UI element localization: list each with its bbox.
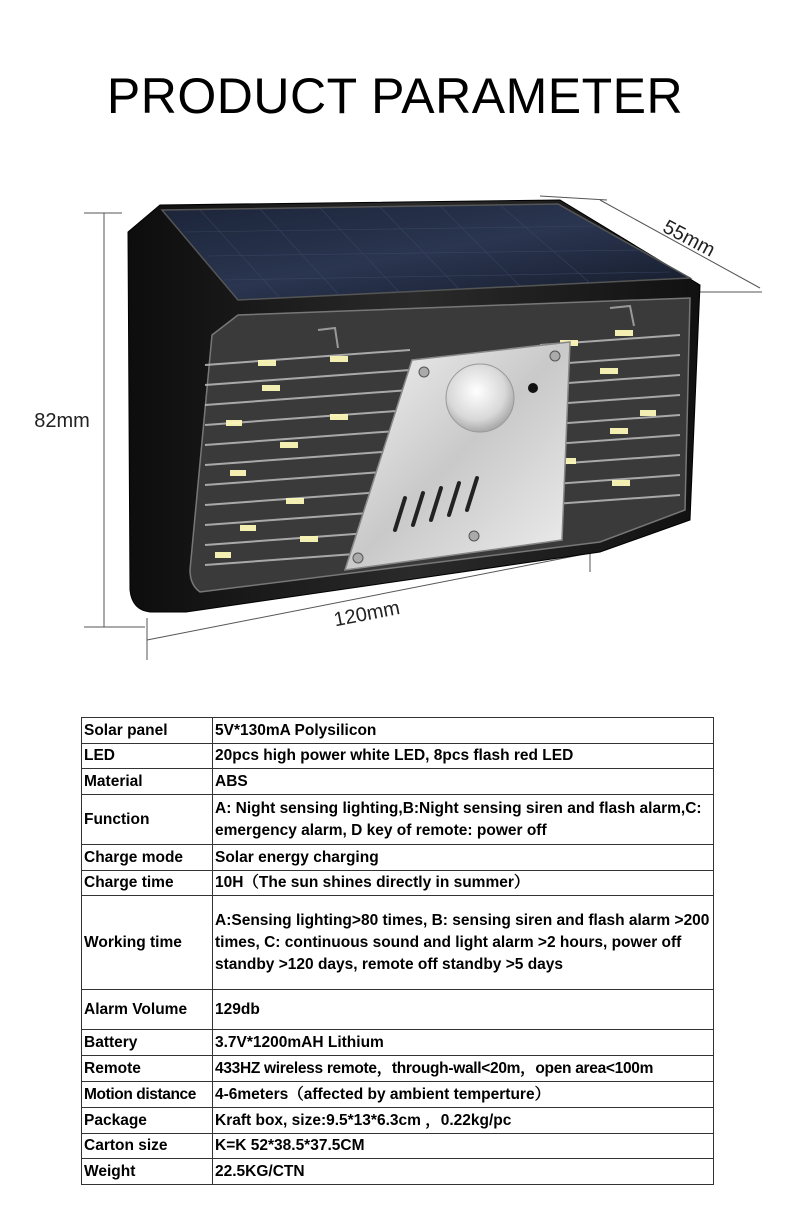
param-key: Material [82,769,213,795]
param-value: 129db [213,990,714,1030]
param-key: Function [82,795,213,845]
table-row [82,744,714,769]
param-key: LED [82,744,213,769]
param-key: Package [82,1108,213,1134]
parameter-table [81,717,714,1185]
param-value: ABS [213,769,714,795]
param-value: 3.7V*1200mAH Lithium [213,1030,714,1056]
param-key: Weight [82,1159,213,1185]
param-value: 22.5KG/CTN [213,1159,714,1185]
product-illustration [0,180,790,680]
table-row [82,845,714,871]
param-key: Charge time [82,871,213,896]
table-row [82,1030,714,1056]
width-label: 120mm [332,596,402,632]
param-value: Solar energy charging [213,845,714,871]
param-value: 10H（The sun shines directly in summer） [213,871,714,896]
depth-label: 55mm [659,215,719,262]
table-row [82,1082,714,1108]
param-key: Alarm Volume [82,990,213,1030]
param-value: Kraft box, size:9.5*13*6.3cm ，0.22kg/pc [213,1108,714,1134]
page-title: PRODUCT PARAMETER [106,68,684,124]
param-key: Solar panel [82,718,213,744]
table-row [82,1056,714,1082]
table-row [82,1134,714,1159]
table-row [82,795,714,845]
param-key: Motion distance [82,1082,213,1108]
motion-sensor [446,364,514,432]
param-value: 5V*130mA Polysilicon [213,718,714,744]
height-label: 82mm [34,410,90,432]
param-value: 4-6meters（affected by ambient temperture） [213,1082,714,1108]
table-row [82,990,714,1030]
table-row [82,718,714,744]
table-row [82,1159,714,1185]
table-row [82,896,714,990]
param-key: Charge mode [82,845,213,871]
param-value: 20pcs high power white LED, 8pcs flash red LED [213,744,714,769]
table-row [82,871,714,896]
param-value: A: Night sensing lighting,B:Night sensing siren and flash alarm,C: emergency alarm, D key of remote: power off [213,795,714,845]
param-key: Working time [82,896,213,990]
param-value: A:Sensing lighting>80 times, B: sensing siren and flash alarm >200 times, C: continuous sound and light alarm >2 hours, power off standby >120 days, remote off standby >5 days [213,896,714,990]
param-value: K=K 52*38.5*37.5CM [213,1134,714,1159]
param-value: 433HZ wireless remote，through-wall<20m，open area<100m [213,1056,714,1082]
solar-light-device [128,200,700,612]
table-row [82,1108,714,1134]
param-key: Carton size [82,1134,213,1159]
param-key: Battery [82,1030,213,1056]
param-key: Remote [82,1056,213,1082]
table-row [82,769,714,795]
